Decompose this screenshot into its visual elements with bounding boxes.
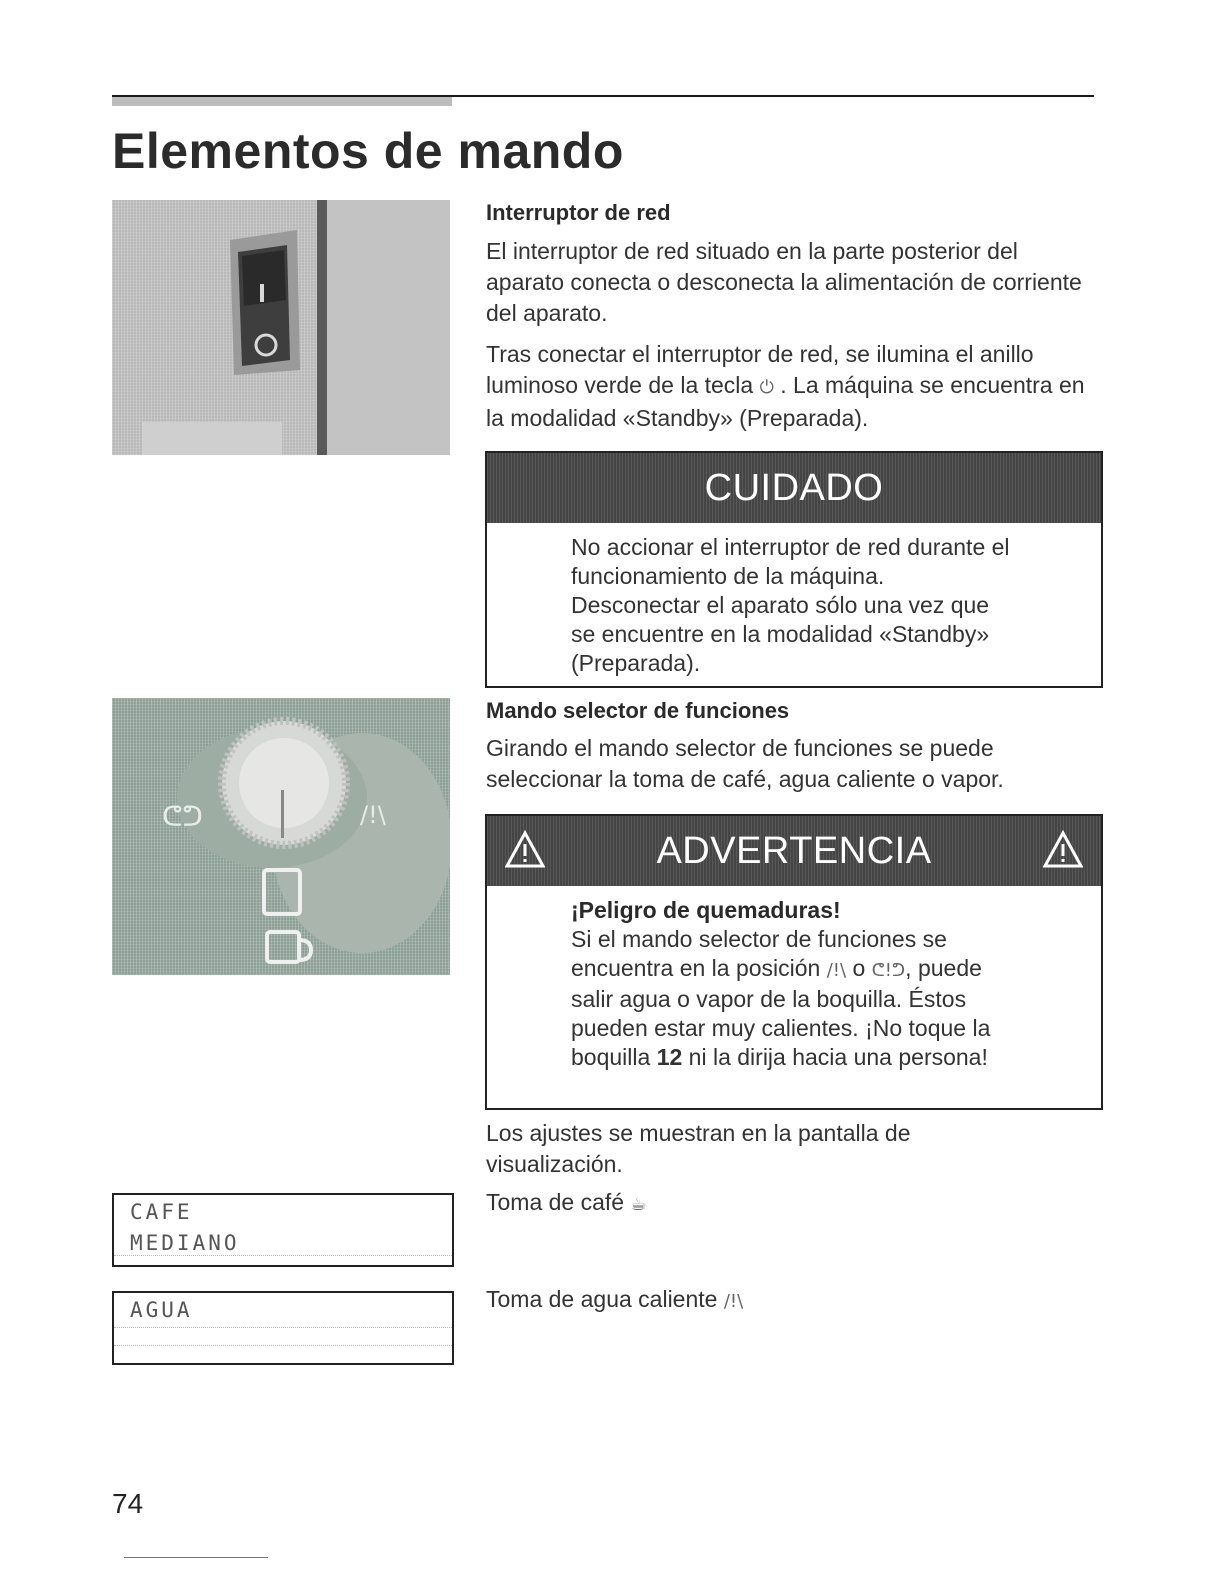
lcd-water-line1: AGUA <box>130 1298 193 1322</box>
power-rocker-switch-icon <box>112 200 450 455</box>
coffee-label: Toma de café <box>486 1189 625 1215</box>
power-switch-heading: Interruptor de red <box>486 200 671 225</box>
power-button-icon: ⏻ <box>759 377 774 398</box>
warning-text <box>571 925 1011 1072</box>
power-switch-photo <box>112 200 450 455</box>
warning-text-o: o <box>852 955 866 981</box>
power-standby-text-b: . La máquina se encuentra en la modalidad «Standby» (Preparada). <box>486 372 1085 431</box>
selector-photo <box>112 698 450 975</box>
selector-heading: Mando selector de funciones <box>486 698 790 723</box>
warning-body <box>487 886 1011 1072</box>
selector-text: Girando el mando selector de funciones se puede seleccionar la toma de café, agua caliente o vapor. <box>486 735 1004 792</box>
lcd-water-display <box>112 1291 454 1365</box>
svg-text:ᕦᕤ: ᕦᕤ <box>162 800 203 833</box>
page-title: Elementos de mando <box>112 123 624 179</box>
power-standby-text-a: Tras conectar el interruptor de red, se ilumina el anillo luminoso verde de la tecla <box>486 341 1034 398</box>
lcd-dotted-line <box>114 1327 452 1329</box>
footer-rule <box>124 1557 268 1558</box>
warning-header <box>487 816 1101 886</box>
warning-text-c2: ni la dirija hacia una persona! <box>688 1044 988 1070</box>
steam-symbol: ᕦ!ᕤ <box>871 960 906 981</box>
warning-title: ADVERTENCIA <box>656 829 932 872</box>
hot-water-symbol: /!\ <box>826 960 847 981</box>
lcd-coffee-display <box>112 1193 454 1267</box>
warning-right-icon <box>1043 830 1083 870</box>
coffee-cup-icon: ☕ <box>630 1194 647 1215</box>
lcd-dotted-line <box>114 1255 452 1257</box>
top-tab <box>112 97 452 106</box>
power-standby-text <box>486 339 1101 434</box>
hot-water-icon: /!\ <box>723 1291 744 1312</box>
caution-text: No accionar el interruptor de red durante el funcionamiento de la máquina. Desconectar el aparato sólo una vez que se encuentre en la modalidad «Standby» (Preparada). <box>571 534 1010 676</box>
page-number: 74 <box>112 1488 144 1519</box>
warning-text-a: Si el mando selector de funciones se encuentra en la posición <box>571 926 947 981</box>
function-selector-knob-icon <box>112 698 450 975</box>
coffee-line <box>486 1187 1101 1220</box>
lcd-coffee-line1: CAFE <box>130 1200 193 1224</box>
warning-text-c1: ¡No toque la boquilla <box>571 1015 991 1070</box>
svg-text:/!\: /!\ <box>360 801 386 829</box>
water-label: Toma de agua caliente <box>486 1286 718 1312</box>
display-intro: Los ajustes se muestran en la pantalla de visualización. <box>486 1120 911 1177</box>
lcd-coffee-line2: MEDIANO <box>130 1231 240 1255</box>
caution-box <box>485 451 1103 688</box>
warning-text-b: , puede salir agua o vapor de la boquilla. Éstos pueden estar muy calientes. <box>571 955 982 1041</box>
nozzle-number: 12 <box>656 1044 683 1070</box>
power-switch-text: El interruptor de red situado en la parte posterior del aparato conecta o desconecta la alimentación de corriente del aparato. <box>486 238 1082 326</box>
caution-title: CUIDADO <box>487 453 1101 523</box>
warning-box <box>485 814 1103 1110</box>
warning-hazard: ¡Peligro de quemaduras! <box>571 897 841 923</box>
water-line <box>486 1284 1101 1317</box>
warning-left-icon <box>505 830 545 870</box>
lcd-dotted-line <box>114 1345 452 1347</box>
